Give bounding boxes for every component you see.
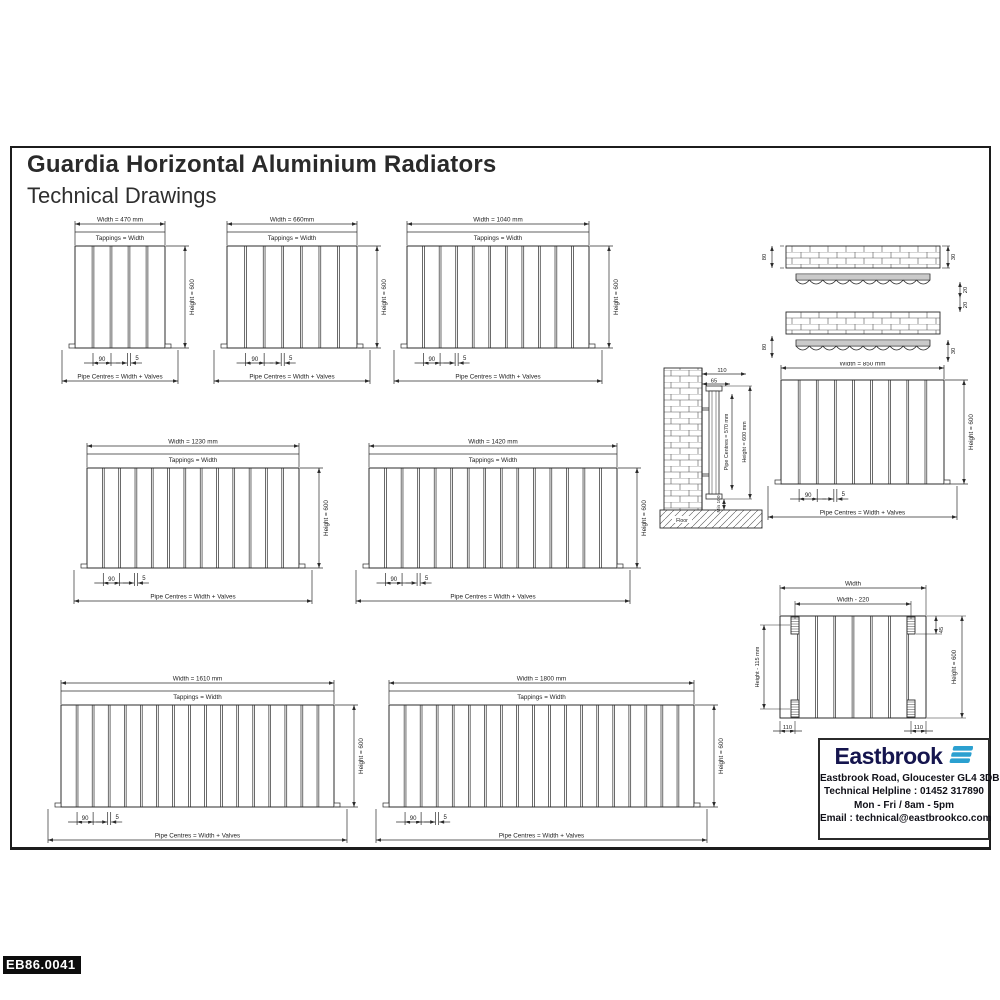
svg-text:45: 45 bbox=[939, 626, 945, 634]
address-line: Eastbrook Road, Gloucester GL4 3DB bbox=[820, 772, 1000, 784]
radiator-front-1040 bbox=[383, 216, 623, 396]
bracket-detail-view bbox=[752, 566, 990, 738]
svg-text:Tappings = Width: Tappings = Width bbox=[267, 235, 317, 242]
radiator-front-1610 bbox=[37, 675, 368, 855]
brand-logo-text: Eastbrook bbox=[834, 743, 943, 769]
svg-text:30: 30 bbox=[951, 347, 957, 355]
svg-text:Width - 220: Width - 220 bbox=[836, 596, 870, 604]
svg-text:90: 90 bbox=[409, 816, 417, 822]
svg-text:Pipe Centres = Width + Valves: Pipe Centres = Width + Valves bbox=[498, 832, 585, 840]
svg-text:Width = 1420 mm: Width = 1420 mm bbox=[468, 438, 518, 446]
svg-text:5: 5 bbox=[135, 356, 139, 362]
svg-text:Width = 660mm: Width = 660mm bbox=[269, 216, 315, 224]
svg-text:Height = 600: Height = 600 bbox=[968, 414, 975, 450]
svg-text:110: 110 bbox=[782, 725, 793, 731]
svg-text:5: 5 bbox=[142, 576, 146, 582]
email-line: Email : technical@eastbrookco.com bbox=[820, 813, 992, 824]
svg-text:5: 5 bbox=[424, 576, 429, 582]
svg-text:Width = 1230 mm: Width = 1230 mm bbox=[168, 438, 218, 446]
manufacturer-info-box bbox=[818, 738, 1000, 840]
svg-text:Tappings = Width: Tappings = Width bbox=[468, 457, 518, 464]
svg-text:65: 65 bbox=[710, 378, 718, 385]
svg-text:Pipe Centres = Width + Valves: Pipe Centres = Width + Valves bbox=[450, 593, 536, 601]
svg-text:Tappings = Width: Tappings = Width bbox=[95, 235, 145, 242]
svg-text:5: 5 bbox=[841, 492, 846, 498]
svg-text:Pipe Centres = Width + Valves: Pipe Centres = Width + Valves bbox=[819, 509, 906, 517]
svg-text:Width = 470 mm: Width = 470 mm bbox=[96, 216, 144, 224]
radiator-front-1230 bbox=[63, 438, 333, 616]
svg-text:110: 110 bbox=[913, 725, 924, 731]
svg-text:80: 80 bbox=[762, 253, 768, 261]
svg-text:Width = 1610 mm: Width = 1610 mm bbox=[172, 675, 223, 683]
svg-text:90: 90 bbox=[390, 577, 398, 583]
page-subtitle: Technical Drawings bbox=[27, 183, 217, 208]
radiator-front-660 bbox=[203, 216, 391, 396]
radiator-front-1800 bbox=[365, 675, 728, 855]
svg-text:Width = 1040 mm: Width = 1040 mm bbox=[473, 216, 523, 224]
svg-text:5: 5 bbox=[462, 356, 467, 362]
svg-text:Width = 850 mm: Width = 850 mm bbox=[839, 362, 886, 368]
svg-text:Height = 600: Height = 600 bbox=[718, 738, 725, 774]
svg-text:90: 90 bbox=[251, 357, 259, 363]
svg-text:Height = 600: Height = 600 bbox=[641, 500, 648, 536]
svg-text:Min 100: Min 100 bbox=[717, 495, 722, 513]
helpline-line: Technical Helpline : 01452 317890 bbox=[824, 786, 984, 797]
svg-text:90: 90 bbox=[98, 357, 106, 363]
brand-waves-icon bbox=[947, 744, 973, 769]
svg-text:20: 20 bbox=[963, 286, 969, 294]
hours-line: Mon - Fri / 8am - 5pm bbox=[853, 799, 954, 811]
svg-text:90: 90 bbox=[108, 577, 115, 583]
svg-text:5: 5 bbox=[289, 356, 293, 362]
svg-text:Height = 600: Height = 600 bbox=[189, 279, 196, 315]
svg-text:Pipe Centres = Width + Valves: Pipe Centres = Width + Valves bbox=[150, 593, 236, 601]
svg-text:90: 90 bbox=[81, 816, 89, 822]
svg-text:Width = 1800 mm: Width = 1800 mm bbox=[516, 675, 567, 683]
svg-text:Tappings = Width: Tappings = Width bbox=[173, 694, 222, 701]
svg-text:5: 5 bbox=[115, 815, 119, 821]
svg-text:Pipe Centres = Width + Valves: Pipe Centres = Width + Valves bbox=[455, 373, 541, 381]
svg-text:Pipe Centres = Width + Valves: Pipe Centres = Width + Valves bbox=[249, 373, 335, 381]
svg-text:90: 90 bbox=[804, 493, 812, 499]
svg-text:20: 20 bbox=[963, 301, 969, 309]
svg-text:Tappings = Width: Tappings = Width bbox=[473, 235, 523, 242]
svg-text:110: 110 bbox=[717, 368, 727, 374]
svg-text:80: 80 bbox=[762, 343, 768, 351]
svg-text:Floor: Floor bbox=[676, 518, 688, 524]
svg-text:Height = 600 mm: Height = 600 mm bbox=[742, 421, 748, 463]
svg-text:Height = 600: Height = 600 bbox=[613, 279, 620, 315]
radiator-plan-views bbox=[752, 240, 990, 366]
radiator-front-1420 bbox=[345, 438, 651, 616]
svg-text:Height - 115 mm: Height - 115 mm bbox=[755, 646, 761, 688]
svg-text:Tappings = Width: Tappings = Width bbox=[517, 694, 566, 701]
svg-text:Width: Width bbox=[844, 580, 862, 588]
svg-text:5: 5 bbox=[443, 815, 447, 821]
svg-text:90: 90 bbox=[428, 357, 436, 363]
radiator-front-850 bbox=[757, 362, 978, 532]
svg-text:Tappings = Width: Tappings = Width bbox=[168, 457, 218, 464]
svg-text:30: 30 bbox=[951, 253, 957, 261]
svg-text:Pipe Centres = 570 mm: Pipe Centres = 570 mm bbox=[724, 413, 730, 471]
svg-text:Height = 600: Height = 600 bbox=[323, 500, 330, 536]
svg-text:Height = 600: Height = 600 bbox=[381, 279, 388, 315]
svg-text:Pipe Centres = Width + Valves: Pipe Centres = Width + Valves bbox=[154, 832, 241, 840]
svg-text:Pipe Centres = Width + Valves: Pipe Centres = Width + Valves bbox=[77, 373, 163, 381]
page-title: Guardia Horizontal Aluminium Radiators bbox=[27, 151, 497, 178]
radiator-front-470 bbox=[51, 216, 199, 396]
svg-text:Height = 600: Height = 600 bbox=[358, 738, 365, 774]
radiator-side-view bbox=[658, 358, 766, 538]
svg-text:Height = 600: Height = 600 bbox=[952, 649, 958, 685]
document-code: EB86.0041 bbox=[3, 956, 81, 974]
